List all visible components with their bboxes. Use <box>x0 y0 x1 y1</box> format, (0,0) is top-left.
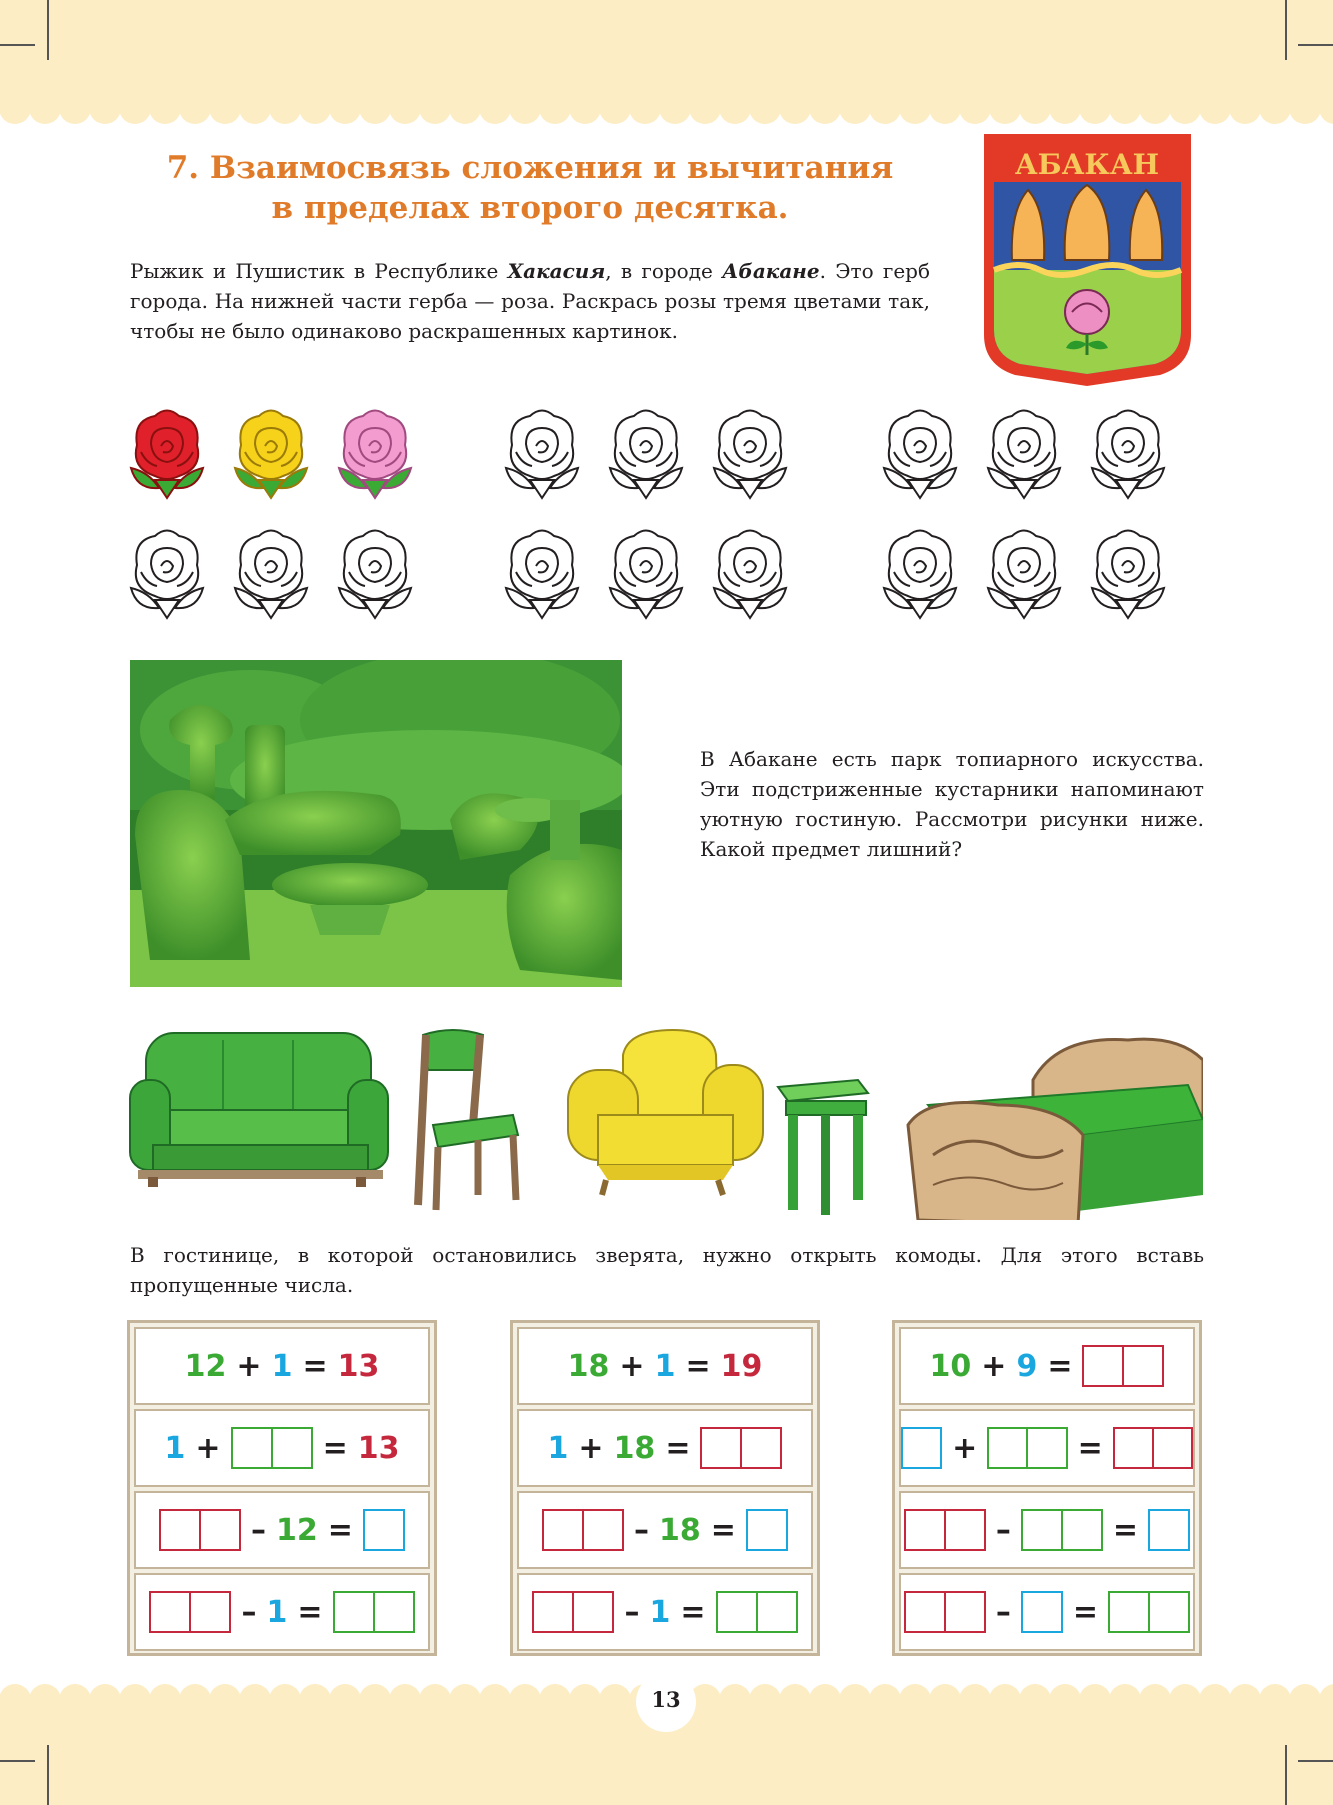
uncolored-rose-icon <box>506 411 578 499</box>
answer-box-two-digit[interactable] <box>1108 1591 1190 1633</box>
scallop-bump <box>539 100 571 124</box>
intro-text-2: , в городе <box>605 259 723 283</box>
chair-image <box>418 1030 518 1210</box>
scallop-bump <box>1019 100 1051 124</box>
task-paragraph: В гостинице, в которой остановились зверята, нужно открыть комоды. Для этого вставь пропущенные числа. <box>130 1243 1204 1297</box>
task-card-1 <box>127 1320 437 1656</box>
number-addend: 1 <box>164 1430 186 1466</box>
answer-box-one-digit[interactable] <box>363 1509 405 1551</box>
equals-sign: = <box>685 1348 711 1384</box>
number-subtrahend: 18 <box>659 1512 701 1548</box>
number-addend: 9 <box>1016 1348 1038 1384</box>
scallop-bump <box>839 100 871 124</box>
colored-rose-icon <box>131 411 203 499</box>
scallop-bump <box>809 100 841 124</box>
equals-sign: = <box>1077 1430 1103 1466</box>
number-addend: 1 <box>654 1348 676 1384</box>
scallop-bump <box>569 100 601 124</box>
number-addend: 1 <box>271 1348 293 1384</box>
scallop-bump <box>389 100 421 124</box>
colored-rose-icon <box>235 411 307 499</box>
answer-box-two-digit[interactable] <box>904 1509 986 1551</box>
scallop-bump <box>119 100 151 124</box>
plus-sign: + <box>619 1348 645 1384</box>
crop-mark <box>1298 44 1333 46</box>
abakan-coat-of-arms <box>980 130 1195 390</box>
minus-sign: – <box>241 1594 257 1630</box>
equation-row <box>517 1409 813 1487</box>
scallop-bump <box>479 100 511 124</box>
plus-sign: + <box>195 1430 221 1466</box>
number-sum: 13 <box>337 1348 380 1384</box>
answer-box-two-digit[interactable] <box>149 1591 231 1633</box>
scallop-bump <box>749 100 781 124</box>
roses-coloring-grid <box>125 405 1195 620</box>
lesson-title-line1: 7. Взаимосвязь сложения и вычитания <box>166 150 894 186</box>
equation-row <box>134 1327 430 1405</box>
intro-text-3: . Это герб города. На нижней части герба — роза. Раскрась розы тремя цветами так, чтобы не было одинаково раскрашенных картинок. <box>130 259 931 343</box>
number-addend: 18 <box>613 1430 656 1466</box>
answer-box-two-digit[interactable] <box>700 1427 782 1469</box>
equals-sign: = <box>1047 1348 1073 1384</box>
task-card-3 <box>892 1320 1202 1656</box>
top-decorative-band <box>0 0 1333 108</box>
answer-box-two-digit[interactable] <box>333 1591 415 1633</box>
scallop-bump <box>329 100 361 124</box>
uncolored-rose-icon <box>506 531 578 619</box>
top-scallop-border <box>0 100 1333 130</box>
equation-row <box>517 1327 813 1405</box>
answer-box-two-digit[interactable] <box>542 1509 624 1551</box>
number-sum: 13 <box>357 1430 400 1466</box>
scallop-bump <box>629 100 661 124</box>
answer-box-two-digit[interactable] <box>904 1591 986 1633</box>
uncolored-rose-icon <box>884 531 956 619</box>
equals-sign: = <box>710 1512 736 1548</box>
scallop-bump <box>89 100 121 124</box>
scallop-bump <box>1259 100 1291 124</box>
scallop-bump <box>1289 100 1321 124</box>
crop-mark <box>1285 1745 1287 1805</box>
equals-sign: = <box>680 1594 706 1630</box>
minus-sign: – <box>995 1512 1011 1548</box>
equation-row <box>899 1573 1195 1651</box>
answer-box-one-digit[interactable] <box>901 1427 942 1469</box>
answer-box-two-digit[interactable] <box>716 1591 798 1633</box>
scallop-bump <box>179 100 211 124</box>
scallop-bump <box>449 100 481 124</box>
equation-row <box>899 1327 1195 1405</box>
scallop-bump <box>149 100 181 124</box>
scallop-bump <box>0 100 31 124</box>
answer-box-one-digit[interactable] <box>1148 1509 1190 1551</box>
minus-sign: – <box>624 1594 640 1630</box>
coat-of-arms-label: АБАКАН <box>1014 148 1160 181</box>
number-addend: 12 <box>184 1348 227 1384</box>
crop-mark <box>1298 1760 1333 1762</box>
scallop-bump <box>869 100 901 124</box>
furniture-illustrations <box>128 1025 1203 1220</box>
uncolored-rose-icon <box>714 531 786 619</box>
number-subtrahend: 1 <box>649 1594 671 1630</box>
bed-image <box>908 1039 1203 1220</box>
scallop-bump <box>1169 100 1201 124</box>
lesson-title <box>120 148 940 228</box>
number-subtrahend: 1 <box>266 1594 288 1630</box>
uncolored-rose-icon <box>714 411 786 499</box>
scallop-bump <box>929 100 961 124</box>
sofa-image <box>130 1033 388 1187</box>
scallop-bump <box>959 100 991 124</box>
park-paragraph: В Абакане есть парк топиарного искусства. Эти подстриженные кустарники напоминают уютную гостиную. Рассмотри рисунки ниже. Какой предмет лишний? <box>700 747 1204 861</box>
number-sum: 19 <box>720 1348 763 1384</box>
equation-row <box>899 1409 1195 1487</box>
crop-mark <box>1285 0 1287 60</box>
scallop-bump <box>1079 100 1111 124</box>
scallop-bump <box>1319 100 1333 124</box>
scallop-bump <box>689 100 721 124</box>
lesson-title-line2: в пределах второго десятка. <box>271 190 789 226</box>
plus-sign: + <box>578 1430 604 1466</box>
plus-sign: + <box>236 1348 262 1384</box>
crop-mark <box>0 44 35 46</box>
equation-row <box>517 1491 813 1569</box>
scallop-bump <box>1229 100 1261 124</box>
equals-sign: = <box>327 1512 353 1548</box>
task-card-2 <box>510 1320 820 1656</box>
equals-sign: = <box>1072 1594 1099 1630</box>
equation-row <box>899 1491 1195 1569</box>
scallop-bump <box>299 100 331 124</box>
number-addend: 1 <box>547 1430 569 1466</box>
answer-box-two-digit[interactable] <box>1082 1345 1164 1387</box>
scallop-bump <box>599 100 631 124</box>
equals-sign: = <box>665 1430 691 1466</box>
scallop-bump <box>1109 100 1141 124</box>
number-addend: 10 <box>929 1348 972 1384</box>
plus-sign: + <box>952 1430 978 1466</box>
scallop-bump <box>419 100 451 124</box>
scallop-bump <box>269 100 301 124</box>
scallop-bump <box>1049 100 1081 124</box>
answer-box-one-digit[interactable] <box>1021 1591 1063 1633</box>
crop-mark <box>0 1760 35 1762</box>
colored-rose-icon <box>339 411 411 499</box>
minus-sign: – <box>634 1512 650 1548</box>
uncolored-rose-icon <box>988 411 1060 499</box>
plus-sign: + <box>981 1348 1007 1384</box>
equation-row <box>134 1573 430 1651</box>
uncolored-rose-icon <box>339 531 411 619</box>
equals-sign: = <box>322 1430 348 1466</box>
scallop-bump <box>719 100 751 124</box>
minus-sign: – <box>995 1594 1011 1630</box>
crop-mark <box>47 0 49 60</box>
scallop-bump <box>509 100 541 124</box>
answer-box-two-digit[interactable] <box>159 1509 241 1551</box>
answer-box-two-digit[interactable] <box>1021 1509 1103 1551</box>
scallop-bump <box>59 100 91 124</box>
scallop-bump <box>1199 100 1231 124</box>
uncolored-rose-icon <box>1092 531 1164 619</box>
scallop-bump <box>659 100 691 124</box>
scallop-bump <box>779 100 811 124</box>
minus-sign: – <box>251 1512 267 1548</box>
intro-emphasis-1: Хакасия <box>507 259 606 283</box>
scallop-bump <box>899 100 931 124</box>
answer-box-two-digit[interactable] <box>231 1427 313 1469</box>
scallop-bump <box>29 100 61 124</box>
answer-box-two-digit[interactable] <box>532 1591 614 1633</box>
equals-sign: = <box>1112 1512 1139 1548</box>
uncolored-rose-icon <box>1092 411 1164 499</box>
equation-row <box>134 1409 430 1487</box>
scallop-bump <box>989 100 1021 124</box>
stool-image <box>778 1080 868 1215</box>
intro-emphasis-2: Абакане <box>722 259 820 283</box>
scallop-bump <box>209 100 241 124</box>
answer-box-one-digit[interactable] <box>746 1509 788 1551</box>
answer-box-two-digit[interactable] <box>987 1427 1067 1469</box>
number-addend: 18 <box>567 1348 610 1384</box>
crop-mark <box>47 1745 49 1805</box>
intro-text-1: Рыжик и Пушистик в Республике <box>130 259 508 283</box>
uncolored-rose-icon <box>610 411 682 499</box>
equals-sign: = <box>297 1594 323 1630</box>
uncolored-rose-icon <box>610 531 682 619</box>
equals-sign: = <box>302 1348 328 1384</box>
equation-row <box>517 1573 813 1651</box>
uncolored-rose-icon <box>988 531 1060 619</box>
intro-paragraph <box>130 256 930 346</box>
uncolored-rose-icon <box>131 531 203 619</box>
topiary-park-illustration <box>130 660 622 987</box>
scallop-bump <box>1139 100 1171 124</box>
number-subtrahend: 12 <box>276 1512 318 1548</box>
scallop-bump <box>359 100 391 124</box>
uncolored-rose-icon <box>235 531 307 619</box>
answer-box-two-digit[interactable] <box>1113 1427 1193 1469</box>
uncolored-rose-icon <box>884 411 956 499</box>
page-number: 13 <box>636 1672 696 1732</box>
equation-row <box>134 1491 430 1569</box>
armchair-image <box>568 1030 763 1195</box>
scallop-bump <box>239 100 271 124</box>
